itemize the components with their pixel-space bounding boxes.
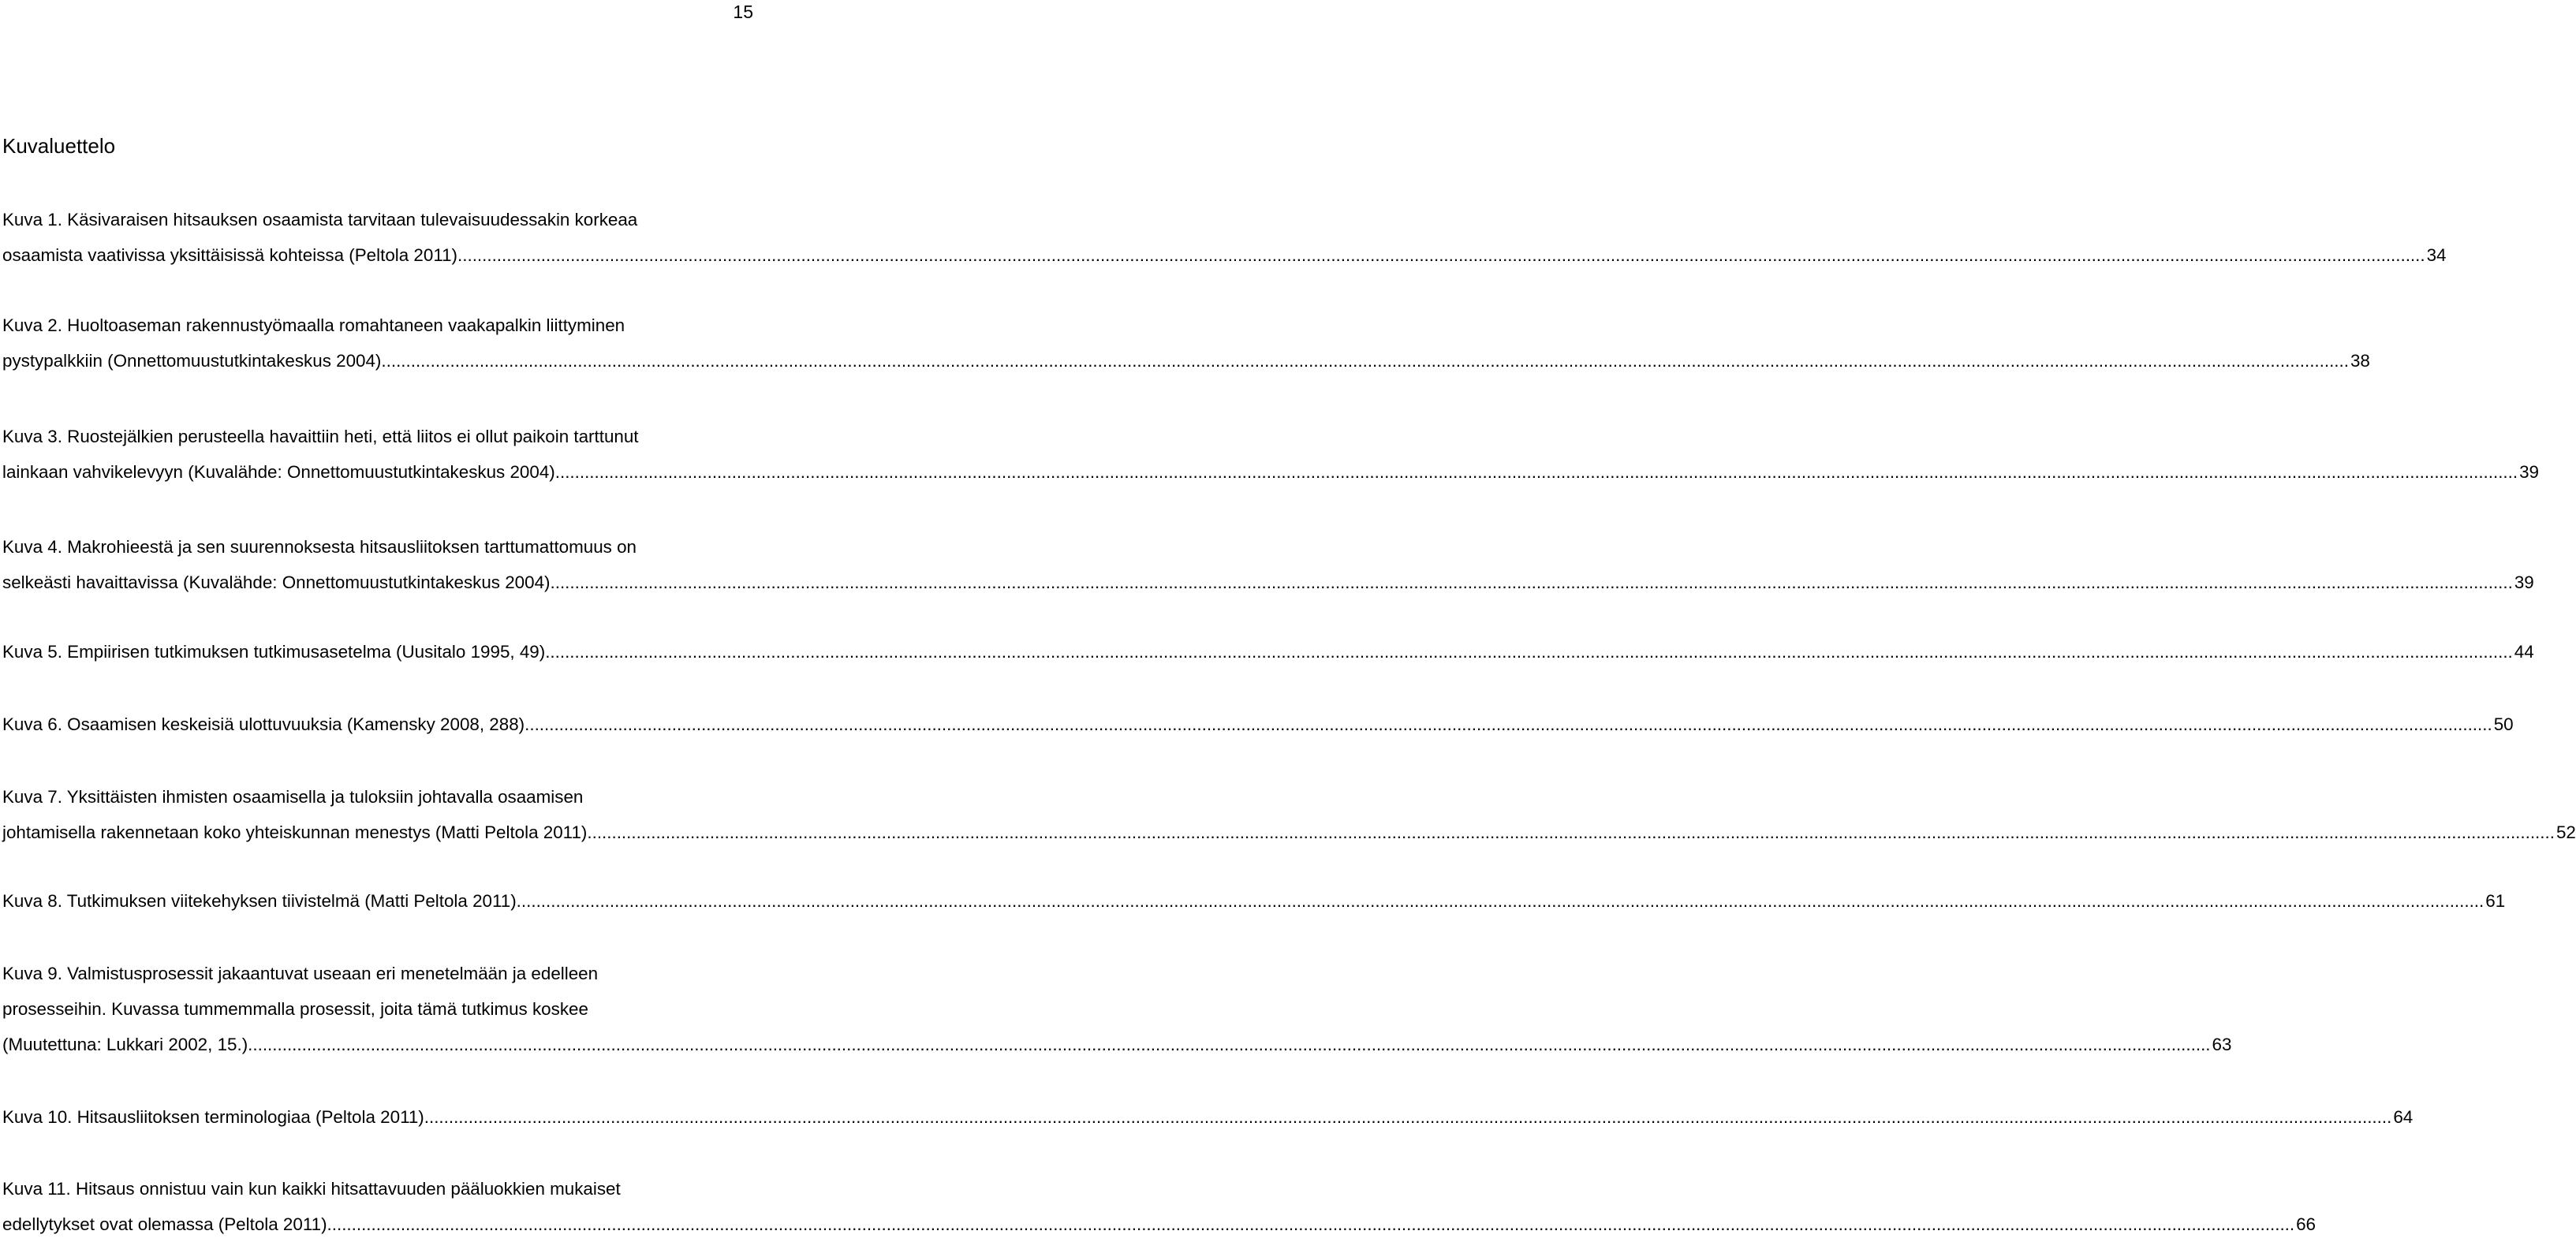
entry-page-number: 38 — [2350, 351, 2370, 371]
figure-list-entry[interactable] — [2, 308, 2370, 379]
entry-text-line: Kuva 7. Yksittäisten ihmisten osaamisella ja tuloksiin johtavalla osaamisen — [2, 787, 584, 807]
entry-last-line — [2, 565, 2534, 600]
entry-text-line: selkeästi havaittavissa (Kuvalähde: Onnettomuustutkintakeskus 2004) — [2, 573, 551, 592]
entry-page-number: 64 — [2393, 1107, 2414, 1127]
entry-last-line — [2, 1099, 2414, 1135]
figure-list-entry[interactable] — [2, 779, 2576, 850]
entry-text-line: Kuva 4. Makrohieestä ja sen suurennoksesta hitsausliitoksen tarttumattomuus on — [2, 537, 637, 557]
entry-text-line: lainkaan vahvikelevyyn (Kuvalähde: Onnettomuustutkintakeskus 2004) — [2, 462, 555, 482]
dot-leader: ................................................................................................................................................................................................................................................................................................................................................................................................................ — [462, 245, 2425, 265]
entry-text-line: Kuva 2. Huoltoaseman rakennustyömaalla romahtaneen vaakapalkin liittyminen — [2, 315, 625, 335]
dot-leader: ................................................................................................................................................................................................................................................................................................................................................................................................................ — [550, 573, 2513, 592]
entry-text-line: johtamisella rakennetaan koko yhteiskunnan menestys (Matti Peltola 2011). — [2, 822, 592, 842]
dot-leader: ................................................................................................................................................................................................................................................................................................................................................................................................................ — [550, 642, 2513, 662]
entry-page-number: 39 — [2519, 462, 2539, 482]
dot-leader: ................................................................................................................................................................................................................................................................................................................................................................................................................ — [592, 822, 2555, 842]
dot-leader: ................................................................................................................................................................................................................................................................................................................................................................................................................ — [428, 1107, 2392, 1127]
entry-page-number: 50 — [2493, 714, 2514, 734]
entry-last-line — [2, 883, 2506, 919]
dot-leader: ................................................................................................................................................................................................................................................................................................................................................................................................................ — [331, 1214, 2295, 1234]
entry-last-line — [2, 1027, 2232, 1062]
entry-last-line — [2, 634, 2534, 669]
figure-list-entry[interactable] — [2, 956, 2232, 1062]
entry-text-line: Kuva 9. Valmistusprosessit jakaantuvat useaan eri menetelmään ja edelleen — [2, 964, 599, 983]
entry-text-line: pystypalkkiin (Onnettomuustutkintakeskus 2004). — [2, 351, 386, 371]
dot-leader: ................................................................................................................................................................................................................................................................................................................................................................................................................ — [386, 351, 2349, 371]
entry-page-number: 44 — [2514, 642, 2534, 662]
entry-page-number: 61 — [2485, 891, 2506, 911]
entry-text-line: prosesseihin. Kuvassa tummemmalla prosessit, joita tämä tutkimus koskee — [2, 999, 588, 1019]
page-number: 15 — [733, 2, 753, 22]
entry-last-line — [2, 237, 2447, 273]
figure-list-entry[interactable] — [2, 419, 2539, 490]
figure-list-entry[interactable] — [2, 529, 2534, 600]
entry-last-line — [2, 454, 2539, 490]
dot-leader: ................................................................................................................................................................................................................................................................................................................................................................................................................ — [554, 462, 2518, 482]
entry-last-line — [2, 815, 2576, 850]
entry-page-number: 66 — [2296, 1214, 2317, 1234]
entry-text-line: (Muutettuna: Lukkari 2002, 15.) — [2, 1035, 248, 1054]
entry-last-line — [2, 707, 2514, 742]
entry-text-line: Kuva 11. Hitsaus onnistuu vain kun kaikki hitsattavuuden pääluokkien mukaiset — [2, 1179, 621, 1199]
entry-text-line: Kuva 6. Osaamisen keskeisiä ulottuvuuksia (Kamensky 2008, 288). — [2, 714, 530, 734]
dot-leader: ................................................................................................................................................................................................................................................................................................................................................................................................................ — [248, 1035, 2211, 1054]
figure-list-entry[interactable] — [2, 883, 2506, 919]
entry-text-line: osaamista vaativissa yksittäisissä kohteissa (Peltola 2011). — [2, 245, 463, 265]
entry-page-number: 63 — [2212, 1035, 2232, 1054]
entry-text-line: Kuva 8. Tutkimuksen viitekehyksen tiivistelmä (Matti Peltola 2011). — [2, 891, 521, 911]
entry-page-number: 39 — [2514, 573, 2534, 592]
figure-list-entry[interactable] — [2, 1099, 2414, 1135]
entry-text-line: Kuva 5. Empiirisen tutkimuksen tutkimusasetelma (Uusitalo 1995, 49). — [2, 642, 551, 662]
entry-last-line — [2, 1207, 2317, 1242]
entry-page-number: 52 — [2555, 822, 2576, 842]
entry-text-line: Kuva 10. Hitsausliitoksen terminologiaa (Peltola 2011). — [2, 1107, 429, 1127]
entry-text-line: edellytykset ovat olemassa (Peltola 2011). — [2, 1214, 332, 1234]
figure-list-entry[interactable] — [2, 634, 2534, 669]
entry-text-line: Kuva 1. Käsivaraisen hitsauksen osaamista tarvitaan tulevaisuudessakin korkeaa — [2, 210, 638, 229]
page-title: Kuvaluettelo — [2, 134, 116, 158]
figure-list-entry[interactable] — [2, 202, 2447, 273]
figure-list-entry[interactable] — [2, 707, 2514, 742]
dot-leader: ................................................................................................................................................................................................................................................................................................................................................................................................................ — [521, 891, 2485, 911]
dot-leader: ................................................................................................................................................................................................................................................................................................................................................................................................................ — [529, 714, 2492, 734]
entry-text-line: Kuva 3. Ruostejälkien perusteella havaittiin heti, että liitos ei ollut paikoin tarttunut — [2, 427, 639, 446]
figure-list-entry[interactable] — [2, 1171, 2317, 1242]
entry-page-number: 34 — [2426, 245, 2447, 265]
entry-last-line — [2, 343, 2370, 379]
